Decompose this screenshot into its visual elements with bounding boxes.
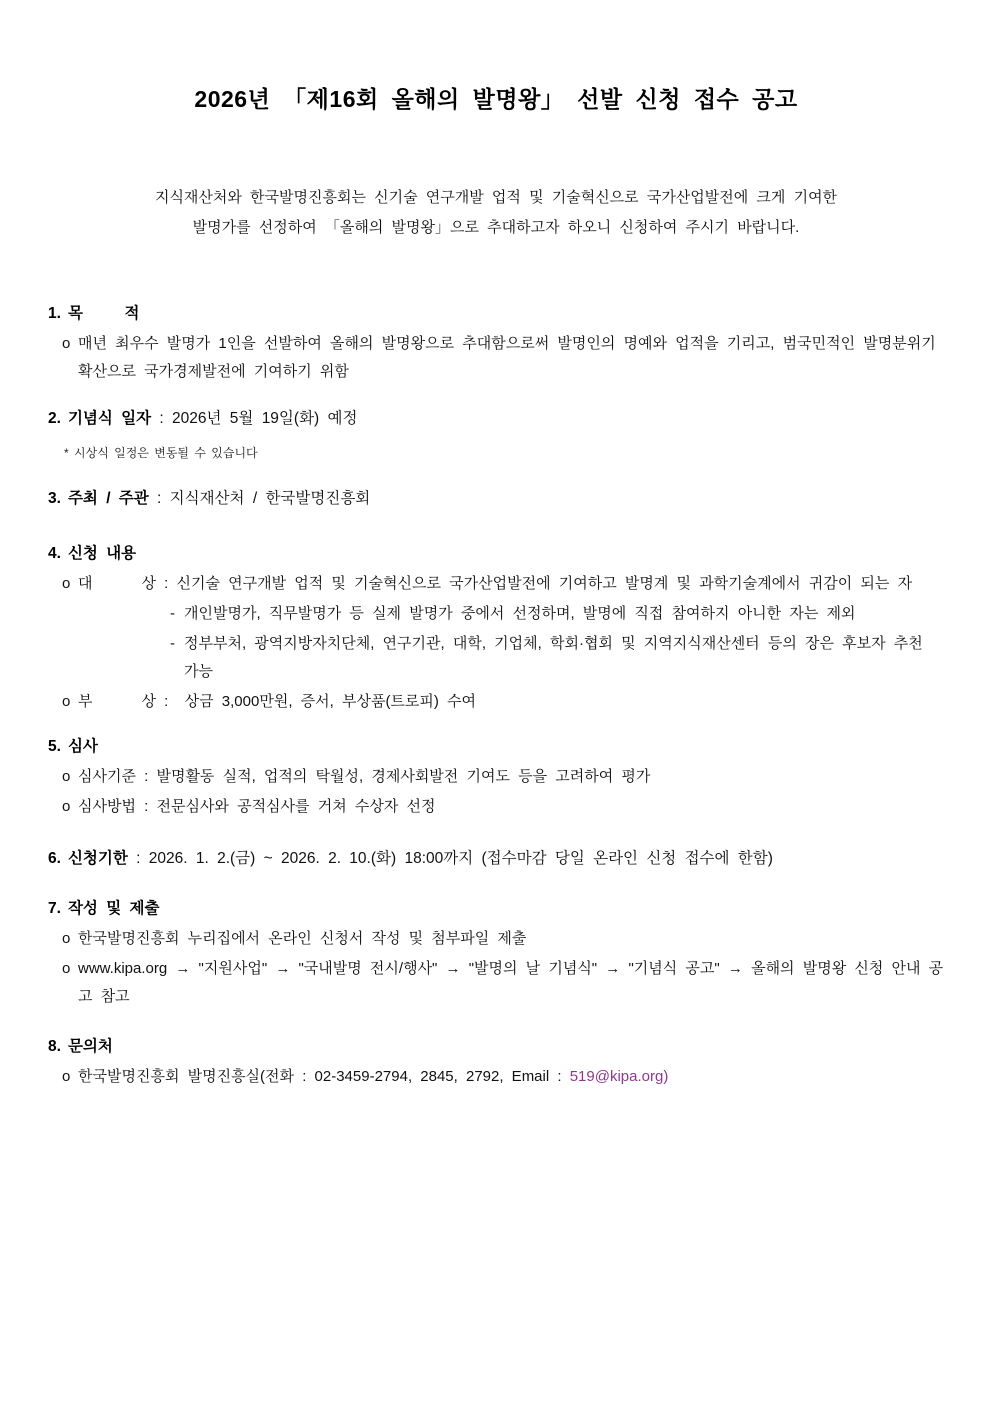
- section-number: 4.: [48, 545, 61, 562]
- item-text: 개인발명가, 직무발명가 등 실제 발명가 중에서 선정하며, 발명에 직접 참여하지 아니한 자는 제외: [184, 605, 856, 622]
- sub-list-item: [48, 630, 945, 686]
- section-value: : 2026. 1. 2.(금) ~ 2026. 2. 10.(화) 18:00까지 (접수마감 당일 온라인 신청 접수에 한함): [127, 850, 773, 867]
- bullet-marker: o: [62, 768, 71, 785]
- section-submission: [48, 895, 945, 1011]
- item-text: 한국발명진흥회 누리집에서 온라인 신청서 작성 및 첨부파일 제출: [78, 930, 527, 947]
- section-number: 7.: [48, 900, 61, 917]
- list-item: [48, 570, 945, 598]
- section-purpose: [48, 300, 945, 386]
- section-heading: [48, 485, 945, 513]
- section-label: 심사: [67, 738, 98, 755]
- section-heading: [48, 733, 945, 761]
- section-heading: [48, 540, 945, 568]
- sub-list-item: [48, 600, 945, 628]
- list-item: [48, 955, 945, 1011]
- footnote: * 시상식 일정은 변동될 수 있습니다: [64, 446, 258, 460]
- intro-paragraph: [0, 183, 992, 243]
- section-number: 3.: [48, 490, 61, 507]
- bullet-marker: o: [62, 930, 71, 947]
- bullet-marker: o: [62, 1068, 71, 1085]
- section-label: 신청 내용: [67, 545, 137, 562]
- intro-line-2: 발명가를 선정하여 「올해의 발명왕」으로 추대하고자 하오니 신청하여 주시기 바랍니다.: [192, 219, 800, 236]
- contact-text: 한국발명진흥회 발명진흥실(전화 : 02-3459-2794, 2845, 2792, Email :: [78, 1068, 570, 1085]
- section-heading: [48, 1033, 945, 1061]
- item-text: 부 상 : 상금 3,000만원, 증서, 부상품(트로피) 수여: [78, 693, 477, 710]
- item-text-website-path: www.kipa.org → "지원사업" → "국내발명 전시/행사" → "발명의 날 기념식" → "기념식 공고" → 올해의 발명왕 신청 안내 공고 참고: [78, 960, 944, 1005]
- bullet-marker: o: [62, 960, 71, 977]
- page-title: 2026년 「제16회 올해의 발명왕」 선발 신청 접수 공고: [194, 86, 798, 112]
- list-item: [48, 925, 945, 953]
- contact-line: [78, 1063, 945, 1091]
- bullet-marker: o: [62, 575, 71, 592]
- bullet-marker: o: [62, 335, 71, 352]
- list-item: [48, 793, 945, 821]
- section-number: 5.: [48, 738, 61, 755]
- intro-line-1: 지식재산처와 한국발명진흥회는 신기술 연구개발 업적 및 기술혁신으로 국가산업발전에 크게 기여한: [154, 189, 838, 206]
- section-ceremony-date: [48, 405, 945, 463]
- list-item: [48, 688, 945, 716]
- item-text: 심사방법 : 전문심사와 공적심사를 거쳐 수상자 선정: [78, 798, 436, 815]
- section-deadline: [48, 845, 945, 873]
- section-contact: [48, 1033, 945, 1091]
- section-value: : 지식재산처 / 한국발명진흥회: [148, 490, 371, 507]
- item-text: 매년 최우수 발명가 1인을 선발하여 올해의 발명왕으로 추대함으로써 발명인의 명예와 업적을 기리고, 범국민적인 발명분위기 확산으로 국가경제발전에 기여하기 위함: [78, 335, 944, 380]
- section-label: 목 적: [67, 305, 140, 322]
- section-label: 작성 및 제출: [67, 900, 160, 917]
- section-heading: [48, 405, 945, 433]
- item-text: 심사기준 : 발명활동 실적, 업적의 탁월성, 경제사회발전 기여도 등을 고려하여 평가: [78, 768, 651, 785]
- section-heading: [48, 895, 945, 923]
- section-label: 기념식 일자: [67, 410, 152, 427]
- section-number: 2.: [48, 410, 61, 427]
- section-host: [48, 485, 945, 513]
- section-heading: [48, 300, 945, 328]
- section-label: 문의처: [67, 1038, 113, 1055]
- section-number: 1.: [48, 305, 61, 322]
- section-heading: [48, 845, 945, 873]
- item-text: 정부부처, 광역지방자치단체, 연구기관, 대학, 기업체, 학회·협회 및 지역지식재산센터 등의 장은 후보자 추천 가능: [184, 635, 931, 680]
- list-item: [48, 1063, 945, 1091]
- list-item: [48, 330, 945, 386]
- dash-marker: -: [170, 605, 175, 622]
- section-application-details: [48, 540, 945, 716]
- dash-marker: -: [170, 635, 175, 652]
- contact-suffix: ): [663, 1068, 669, 1085]
- email-link[interactable]: 519@kipa.org: [569, 1068, 664, 1085]
- section-value: : 2026년 5월 19일(화) 예정: [151, 410, 358, 427]
- section-number: 6.: [48, 850, 61, 867]
- bullet-marker: o: [62, 798, 71, 815]
- list-item: [48, 763, 945, 791]
- item-text: 대 상 : 신기술 연구개발 업적 및 기술혁신으로 국가산업발전에 기여하고 발명계 및 과학기술계에서 귀감이 되는 자: [78, 575, 913, 592]
- section-evaluation: [48, 733, 945, 821]
- section-number: 8.: [48, 1038, 61, 1055]
- section-label: 주최 / 주관: [67, 490, 149, 507]
- section-label: 신청기한: [67, 850, 128, 867]
- bullet-marker: o: [62, 693, 71, 710]
